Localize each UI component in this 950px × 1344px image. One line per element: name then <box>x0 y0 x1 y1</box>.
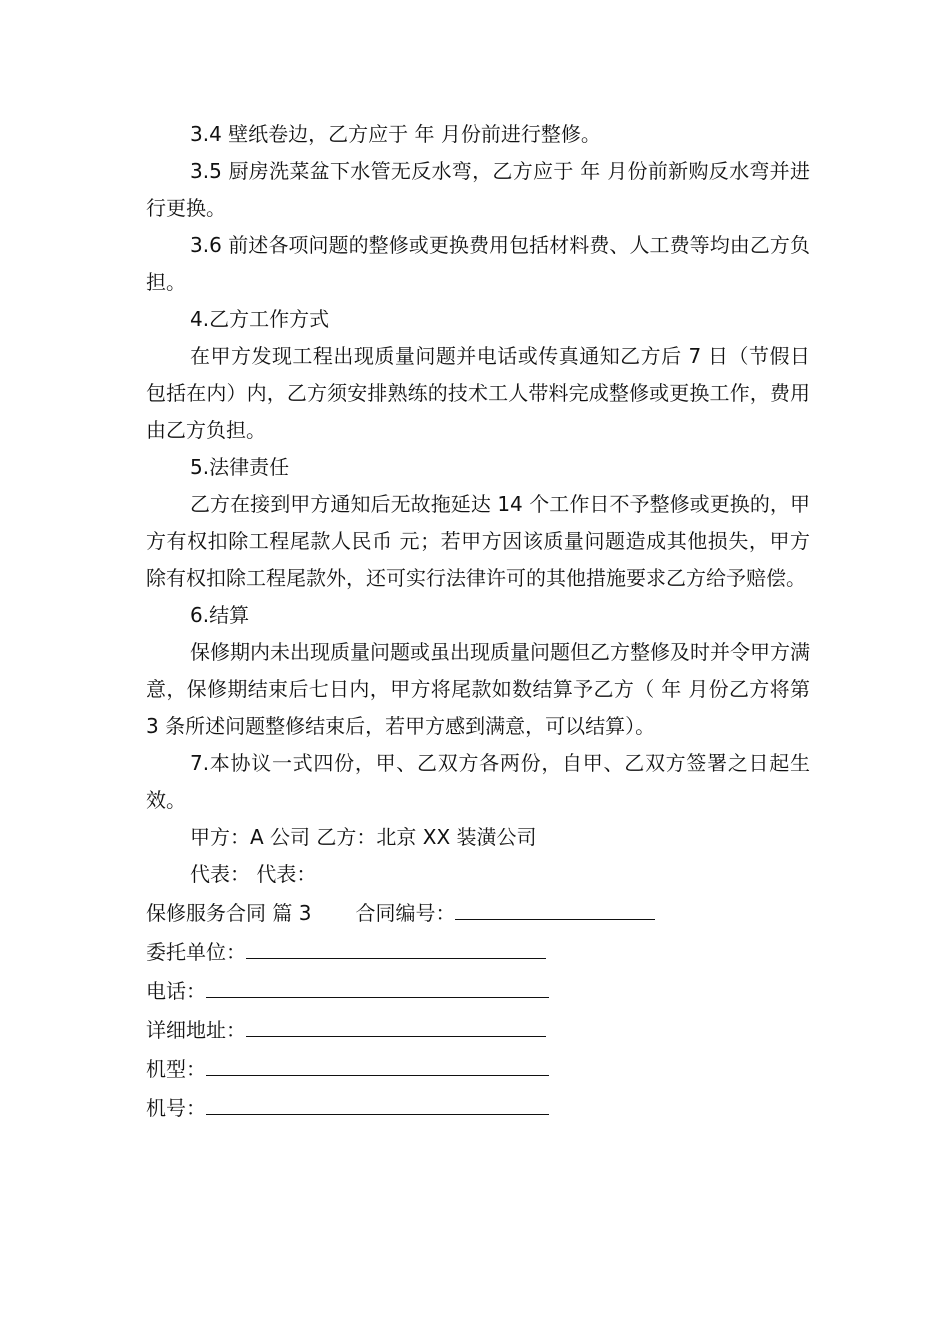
serial-label: 机号： <box>146 1096 206 1120</box>
client-label: 委托单位： <box>146 940 246 964</box>
clause-3-5: 3.5 厨房洗菜盆下水管无反水弯，乙方应于 年 月份前新购反水弯并进行更换。 <box>146 159 810 220</box>
section-4-heading: 4.乙方工作方式 <box>190 307 330 331</box>
contract-number-blank[interactable] <box>455 893 655 920</box>
form-row-client <box>146 932 810 971</box>
contract-header <box>146 893 810 932</box>
phone-label: 电话： <box>146 979 206 1003</box>
document-body <box>146 116 810 1127</box>
address-label: 详细地址： <box>146 1018 246 1042</box>
clause-3-4: 3.4 壁纸卷边，乙方应于 年 月份前进行整修。 <box>190 122 601 146</box>
form-row-phone <box>146 971 810 1010</box>
phone-blank[interactable] <box>206 971 549 998</box>
signature-parties: 甲方：A 公司 乙方：北京 XX 装潢公司 <box>190 825 537 849</box>
serial-blank[interactable] <box>206 1088 549 1115</box>
section-5-body: 乙方在接到甲方通知后无故拖延达 14 个工作日不予整修或更换的，甲方有权扣除工程尾款人民币 元；若甲方因该质量问题造成其他损失，甲方除有权扣除工程尾款外，还可实行法律许可的其他措施要求乙方给予赔偿。 <box>146 492 810 590</box>
address-blank[interactable] <box>246 1010 546 1037</box>
form-row-address <box>146 1010 810 1049</box>
client-blank[interactable] <box>246 932 546 959</box>
signature-representatives: 代表： 代表： <box>190 862 317 886</box>
section-5-heading: 5.法律责任 <box>190 455 290 479</box>
model-blank[interactable] <box>206 1049 549 1076</box>
section-4-body: 在甲方发现工程出现质量问题并电话或传真通知乙方后 7 日（节假日包括在内）内，乙方须安排熟练的技术工人带料完成整修或更换工作，费用由乙方负担。 <box>146 344 810 442</box>
clause-3-6: 3.6 前述各项问题的整修或更换费用包括材料费、人工费等均由乙方负担。 <box>146 233 810 294</box>
contract-title: 保修服务合同 篇 3 <box>146 901 312 925</box>
section-6-heading: 6.结算 <box>190 603 250 627</box>
section-6-body: 保修期内未出现质量问题或虽出现质量问题但乙方整修及时并令甲方满意，保修期结束后七日内，甲方将尾款如数结算予乙方（ 年 月份乙方将第 3 条所述问题整修结束后，若甲方感到满意，可以结算）。 <box>146 640 810 738</box>
form-row-model <box>146 1049 810 1088</box>
model-label: 机型： <box>146 1057 206 1081</box>
form-row-serial <box>146 1088 810 1127</box>
contract-number-label: 合同编号： <box>355 901 456 925</box>
section-7-body: 7.本协议一式四份，甲、乙双方各两份，自甲、乙双方签署之日起生效。 <box>146 751 810 812</box>
